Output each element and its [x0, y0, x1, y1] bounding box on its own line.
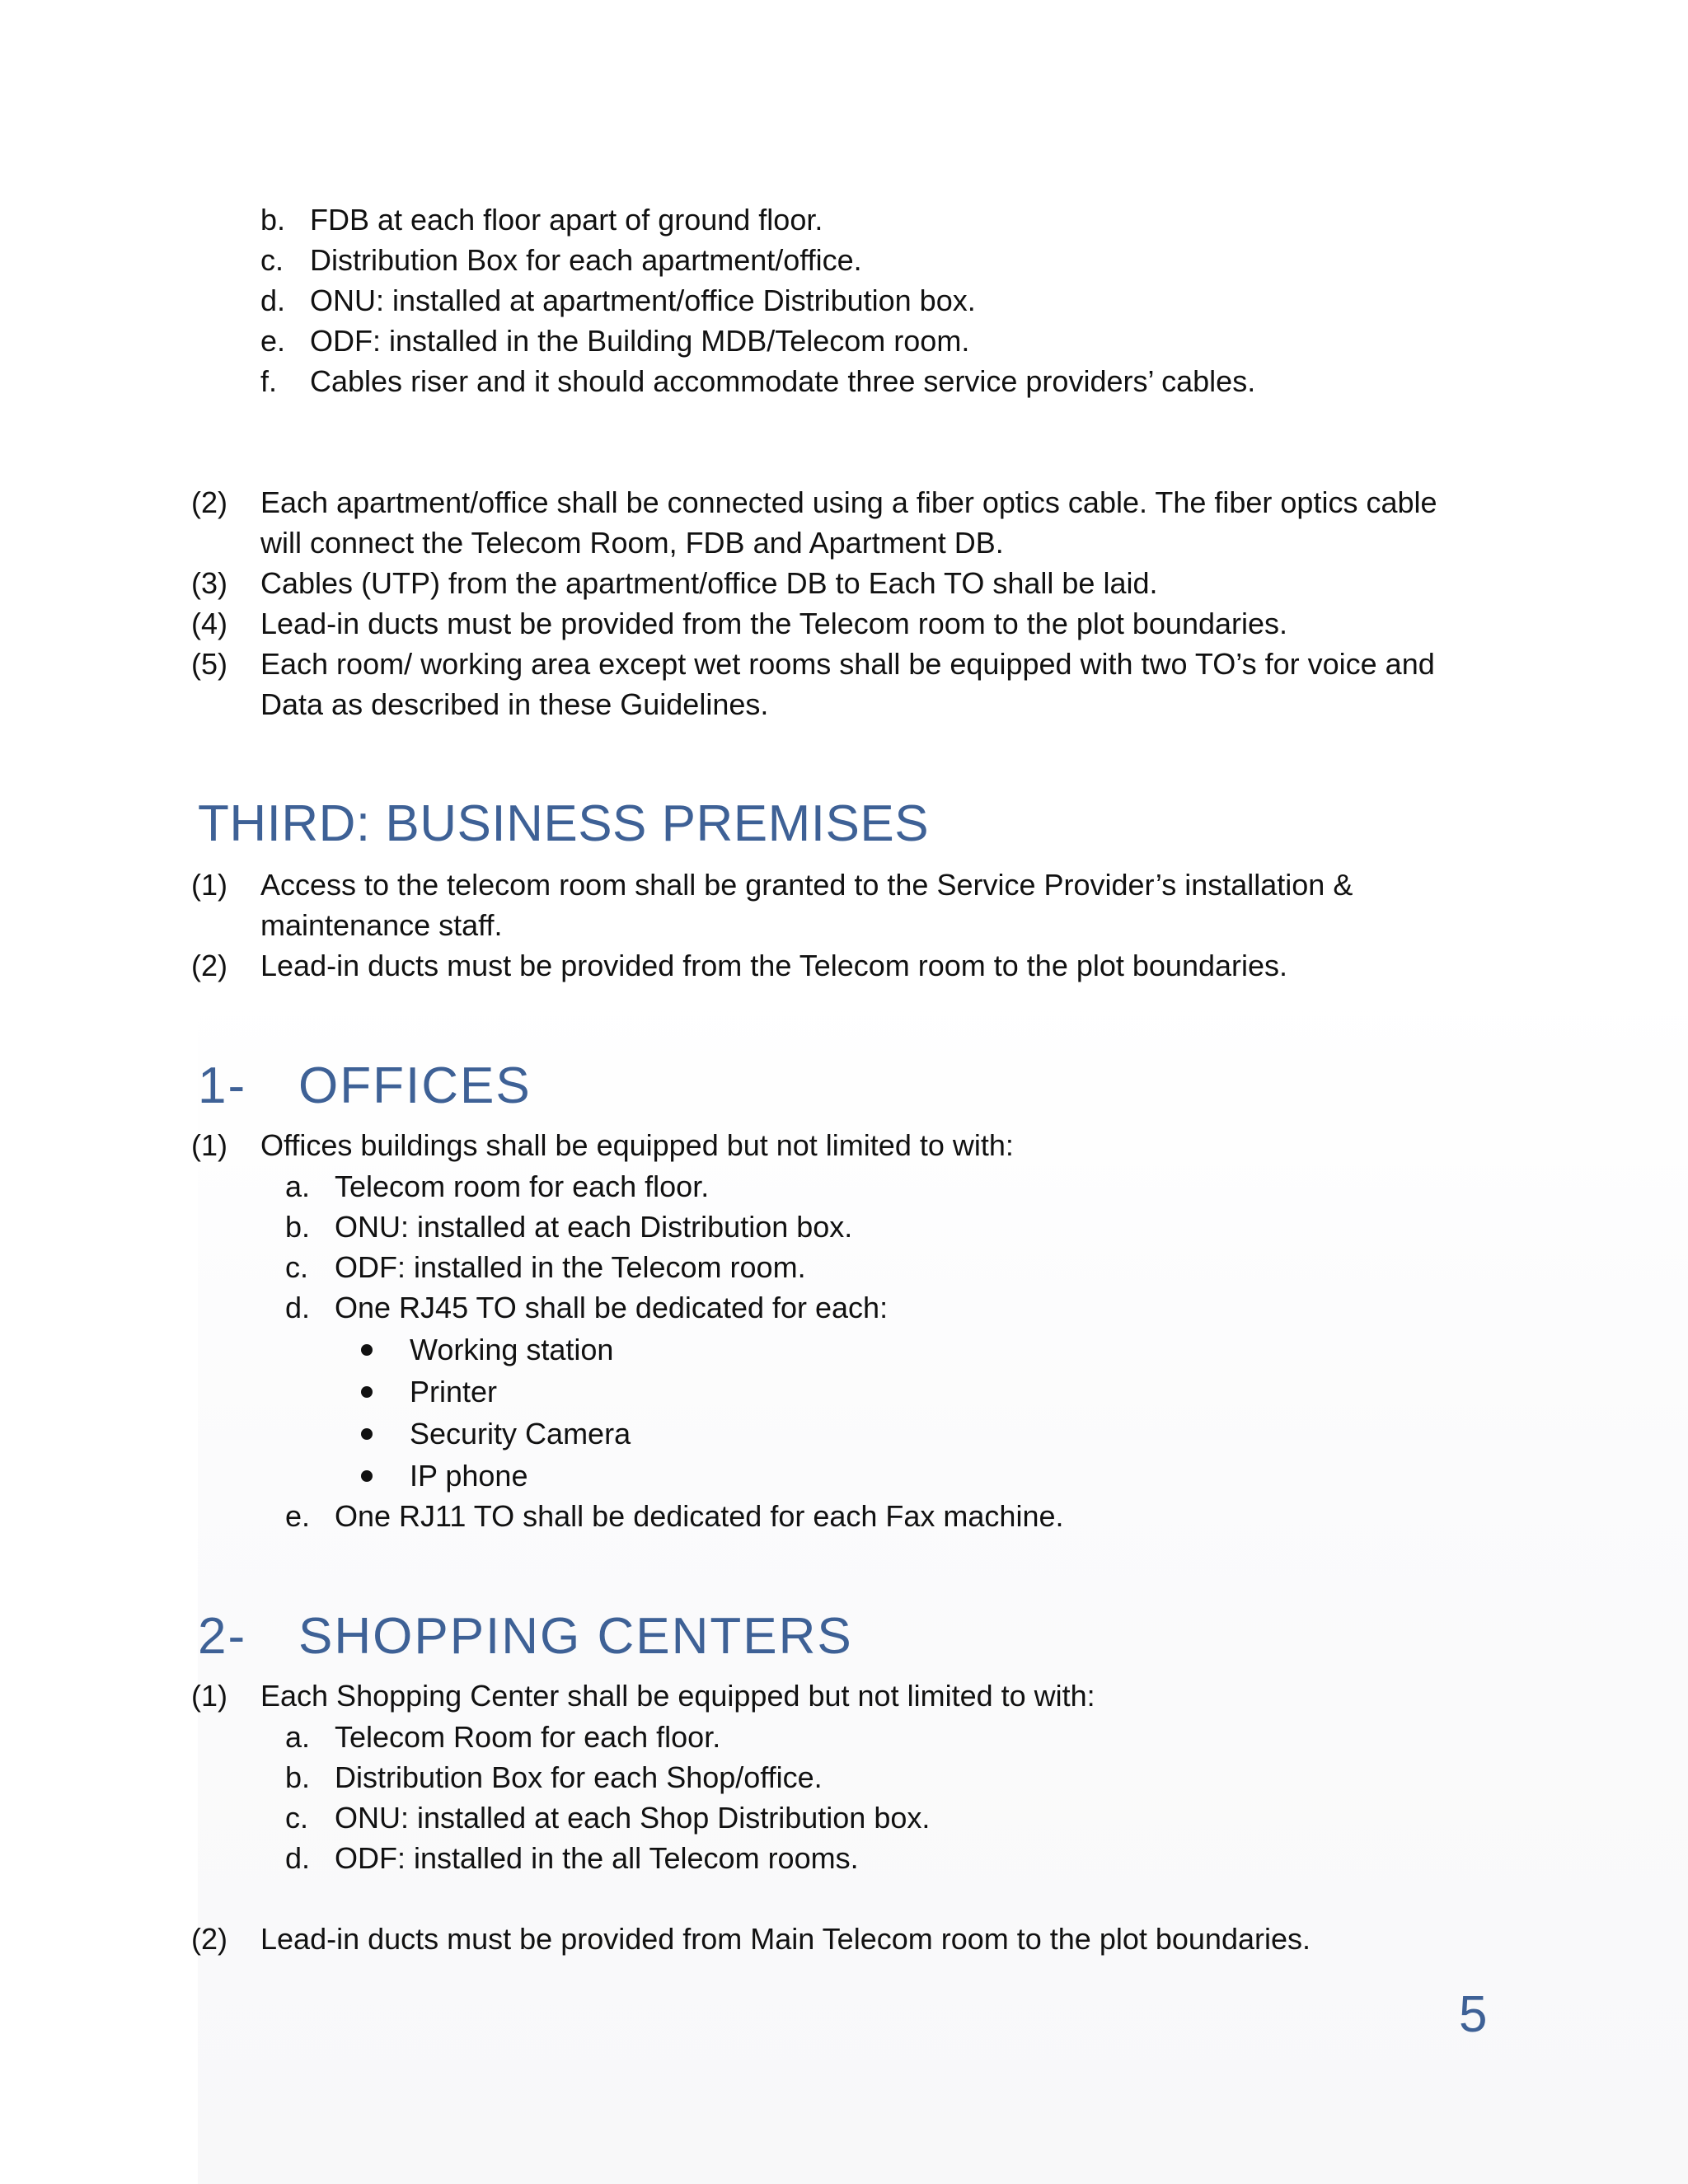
list-item: [285, 1838, 859, 1878]
item-number: (1): [191, 1679, 227, 1713]
list-item: [285, 1797, 930, 1838]
list-item-label: d.: [285, 1841, 311, 1875]
page-number: 5: [1459, 1986, 1488, 2043]
list-item: [285, 1166, 709, 1207]
list-item-text: One RJ45 TO shall be dedicated for each:: [335, 1291, 889, 1324]
bullet-icon: [361, 1344, 373, 1356]
item-text: maintenance staff.: [260, 908, 503, 942]
list-item-text: Telecom room for each floor.: [335, 1169, 710, 1203]
list-item-label: b.: [285, 1210, 311, 1244]
list-item-text: Cables riser and it should accommodate three service providers’ cables.: [310, 364, 1256, 398]
list-item: [285, 1717, 720, 1757]
subsection-title: SHOPPING CENTERS: [298, 1608, 853, 1665]
list-item-text: ODF: installed in the all Telecom rooms.: [335, 1841, 859, 1875]
item-number: (2): [191, 485, 227, 519]
list-item-text: Telecom Room for each floor.: [335, 1720, 721, 1754]
subsection-number: 1-: [198, 1057, 247, 1114]
list-item-text: Distribution Box for each Shop/office.: [335, 1760, 823, 1794]
list-item: [260, 361, 1255, 401]
item-text: Each room/ working area except wet rooms shall be equipped with two TO’s for voice and: [260, 647, 1435, 681]
item-text: Data as described in these Guidelines.: [260, 687, 769, 721]
list-item: [285, 1287, 888, 1328]
bullet-text: Working station: [410, 1333, 614, 1366]
subsection-title: OFFICES: [298, 1057, 532, 1114]
list-item-label: e.: [260, 324, 286, 358]
bullet-icon: [361, 1428, 373, 1440]
bullet-icon: [361, 1470, 373, 1482]
list-item-label: c.: [285, 1801, 309, 1835]
list-item-label: c.: [285, 1250, 309, 1284]
list-item: [260, 321, 969, 361]
item-number: (5): [191, 647, 227, 681]
item-number: (3): [191, 566, 227, 600]
list-item-label: a.: [285, 1169, 311, 1203]
item-text: Offices buildings shall be equipped but not limited to with:: [260, 1128, 1014, 1162]
list-item-text: ODF: installed in the Telecom room.: [335, 1250, 806, 1284]
list-item-label: e.: [285, 1499, 311, 1533]
bullet-icon: [361, 1386, 373, 1398]
section-heading: THIRD: BUSINESS PREMISES: [198, 795, 930, 852]
item-text: Cables (UTP) from the apartment/office DB to Each TO shall be laid.: [260, 566, 1158, 600]
list-item-text: ONU: installed at each Distribution box.: [335, 1210, 853, 1244]
item-number: (1): [191, 1128, 227, 1162]
list-item: [285, 1207, 852, 1247]
list-item-label: c.: [260, 243, 284, 277]
item-text: Lead-in ducts must be provided from the Telecom room to the plot boundaries.: [260, 949, 1288, 982]
bullet-text: IP phone: [410, 1459, 528, 1493]
list-item-text: ONU: installed at apartment/office Distribution box.: [310, 284, 976, 317]
item-text: Each apartment/office shall be connected using a fiber optics cable. The fiber optics cable: [260, 485, 1437, 519]
item-number: (2): [191, 949, 227, 982]
list-item-text: ODF: installed in the Building MDB/Telecom room.: [310, 324, 970, 358]
item-number: (1): [191, 868, 227, 902]
item-text: will connect the Telecom Room, FDB and Apartment DB.: [260, 526, 1004, 560]
list-item-label: a.: [285, 1720, 311, 1754]
item-text: Access to the telecom room shall be granted to the Service Provider’s installation &: [260, 868, 1353, 902]
item-text: Lead-in ducts must be provided from the Telecom room to the plot boundaries.: [260, 607, 1288, 640]
list-item-label: d.: [285, 1291, 311, 1324]
item-number: (4): [191, 607, 227, 640]
bullet-text: Printer: [410, 1375, 498, 1408]
list-item-text: One RJ11 TO shall be dedicated for each Fax machine.: [335, 1499, 1064, 1533]
item-text: Lead-in ducts must be provided from Main Telecom room to the plot boundaries.: [260, 1922, 1311, 1956]
list-item-label: b.: [285, 1760, 311, 1794]
list-item: [285, 1496, 1064, 1536]
list-item-text: Distribution Box for each apartment/office.: [310, 243, 862, 277]
list-item: [285, 1247, 806, 1287]
list-item: [260, 280, 976, 321]
item-text: Each Shopping Center shall be equipped but not limited to with:: [260, 1679, 1095, 1713]
list-item-label: b.: [260, 203, 286, 237]
item-number: (2): [191, 1922, 227, 1956]
list-item: [285, 1757, 823, 1797]
list-item-label: d.: [260, 284, 286, 317]
subsection-number: 2-: [198, 1608, 247, 1665]
list-item: [260, 240, 862, 280]
list-item-label: f.: [260, 364, 278, 398]
list-item-text: ONU: installed at each Shop Distribution box.: [335, 1801, 931, 1835]
list-item: [260, 199, 823, 240]
bullet-text: Security Camera: [410, 1417, 631, 1451]
list-item-text: FDB at each floor apart of ground floor.: [310, 203, 823, 237]
